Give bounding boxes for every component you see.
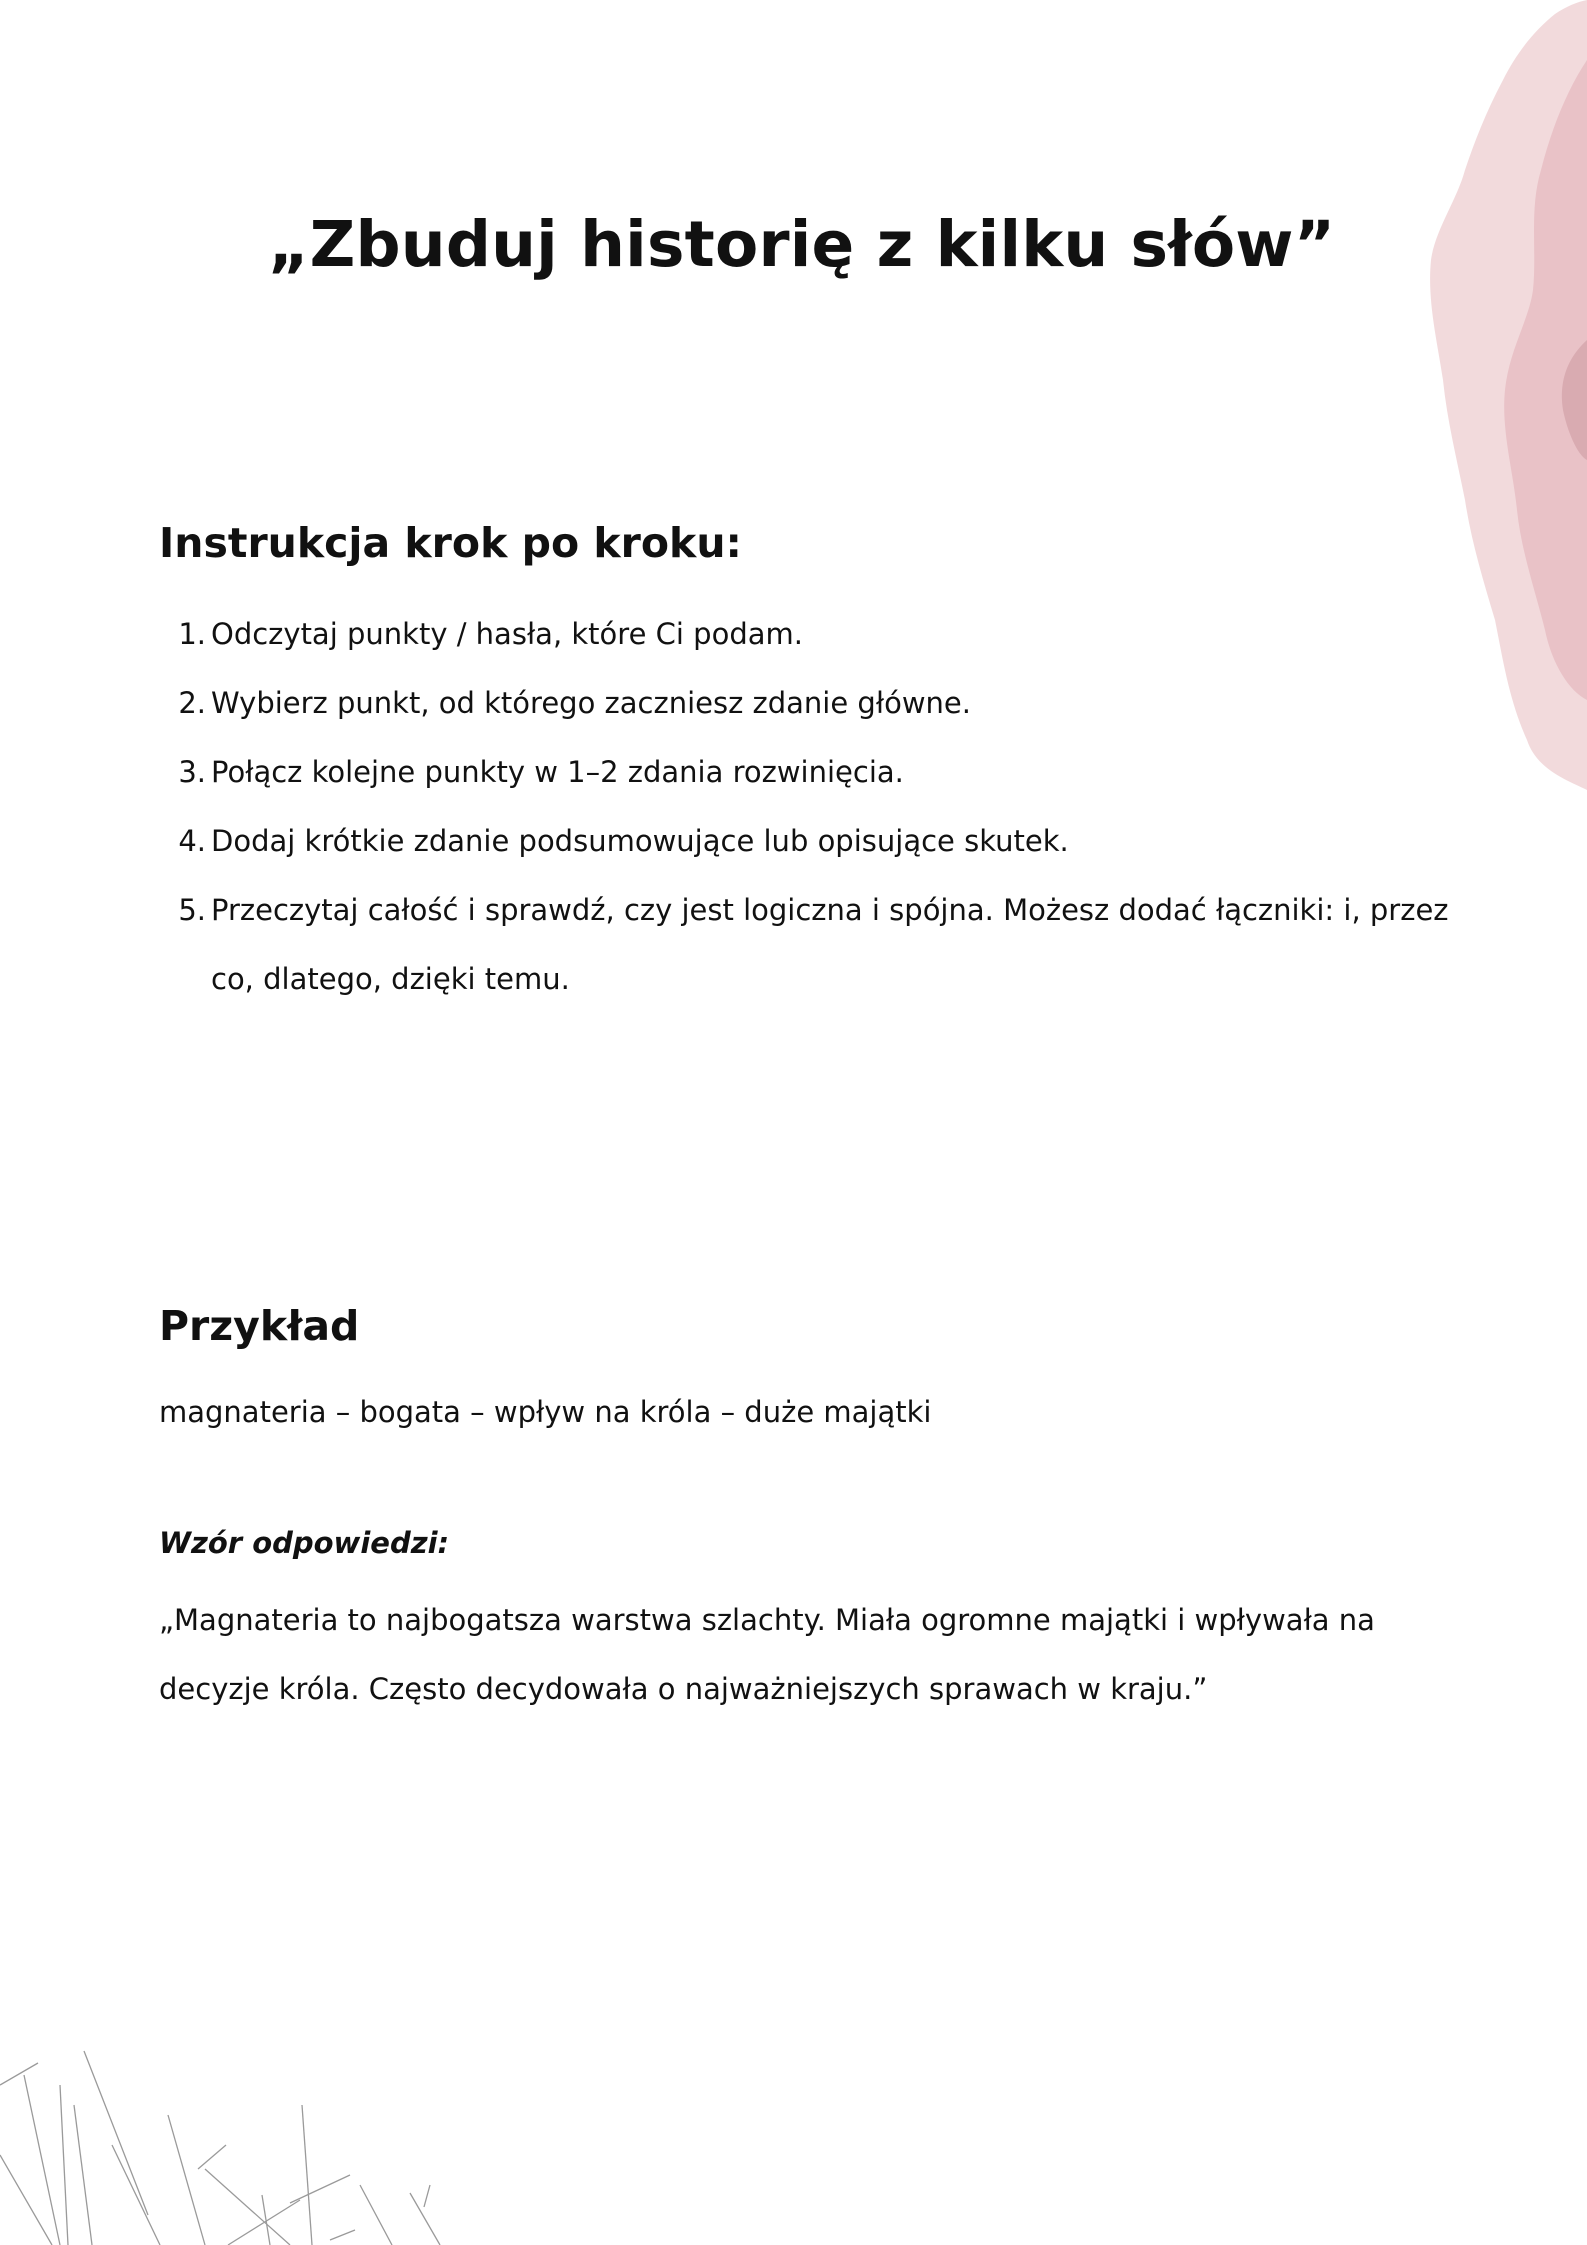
list-number: 4. bbox=[178, 824, 206, 858]
list-item-text: Odczytaj punkty / hasła, które Ci podam. bbox=[211, 617, 803, 651]
list-number: 1. bbox=[178, 617, 206, 651]
list-item bbox=[159, 807, 1479, 876]
list-item bbox=[159, 600, 1479, 669]
instructions-heading: Instrukcja krok po kroku: bbox=[159, 519, 742, 567]
list-item bbox=[159, 738, 1479, 807]
geometric-lines-decoration bbox=[0, 2045, 480, 2245]
instructions-list bbox=[159, 600, 1479, 1014]
answer-label: Wzór odpowiedzi: bbox=[159, 1526, 450, 1560]
list-number: 3. bbox=[178, 755, 206, 789]
list-item bbox=[159, 669, 1479, 738]
list-item-text: Połącz kolejne punkty w 1–2 zdania rozwinięcia. bbox=[211, 755, 904, 789]
list-item-text: Przeczytaj całość i sprawdź, czy jest logiczna i spójna. Możesz dodać łączniki: i, przez co, dlatego, dzięki temu. bbox=[211, 893, 1449, 996]
example-heading: Przykład bbox=[159, 1302, 360, 1350]
answer-text: „Magnateria to najbogatsza warstwa szlachty. Miała ogromne majątki i wpływała na decyzje króla. Często decydowała o najważniejszych sprawach w kraju.” bbox=[159, 1603, 1375, 1706]
list-item-text: Dodaj krótkie zdanie podsumowujące lub opisujące skutek. bbox=[211, 824, 1069, 858]
list-number: 2. bbox=[178, 686, 206, 720]
page-title: „Zbuduj historię z kilku słów” bbox=[268, 208, 1336, 281]
example-keywords: magnateria – bogata – wpływ na króla – duże majątki bbox=[159, 1395, 932, 1429]
list-item-text: Wybierz punkt, od którego zaczniesz zdanie główne. bbox=[211, 686, 971, 720]
list-number: 5. bbox=[178, 893, 206, 927]
list-item bbox=[159, 876, 1479, 1014]
